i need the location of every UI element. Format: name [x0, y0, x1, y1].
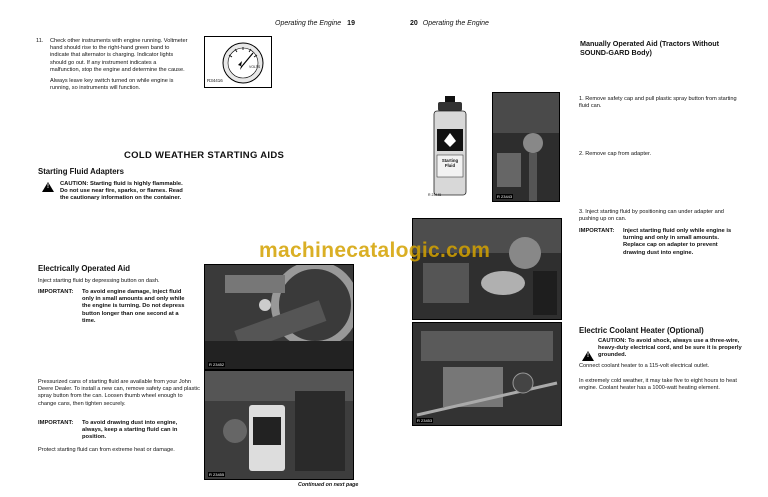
voltmeter-caption: R34416	[207, 78, 223, 83]
voltmeter-unit: VOLTS	[249, 65, 261, 69]
right-header	[410, 20, 489, 27]
heater-title: Electric Coolant Heater (Optional)	[579, 326, 704, 335]
step-11-text: Check other instruments with engine running. Voltmeter hand should rise to the right-hand green band to indicate that alternator is charging. Indicator lights should go out. If any instrument indicates a malfunction, stop the engine and determine the cause.	[50, 38, 188, 73]
important-2	[38, 420, 193, 444]
key-switch-note: Always leave key switch turned on while engine is running, so instruments will function.	[50, 78, 174, 92]
adapter-photo-caption: R 23443	[497, 194, 513, 199]
dash-photo-caption: R 23452	[209, 362, 225, 367]
right-page-number: 20	[410, 20, 418, 27]
continued-note: Continued on next page	[298, 482, 359, 488]
important-3	[579, 228, 741, 260]
left-page-number: 19	[347, 20, 355, 27]
left-header-title: Operating the Engine	[275, 20, 342, 27]
fluid-can-photo-caption: R 23455	[209, 472, 225, 477]
important-1-label: IMPORTANT:	[38, 289, 74, 295]
can-photo-caption: R 23445	[428, 193, 442, 197]
electric-text: Inject starting fluid by depressing button on dash.	[38, 278, 160, 284]
can-label: Starting Fluid	[441, 158, 459, 168]
step-11-number: 11.	[36, 38, 44, 44]
step-3: 3. Inject starting fluid by positioning can under adapter and pushing up on can.	[579, 209, 724, 223]
step-1: 1. Remove safety cap and pull plastic spray button from starting fluid can.	[579, 96, 737, 110]
step-11	[36, 38, 188, 92]
coolant-heater-photo-caption: R 23453	[417, 418, 433, 423]
caution-warning-icon: !	[42, 182, 54, 192]
protect-text: Protect starting fluid can from extreme heat or damage.	[38, 447, 175, 453]
important-1	[38, 289, 193, 329]
heater-caution-text: CAUTION: To avoid shock, always use a three-wire, heavy-duty electrical cord, and be sure it is properly grounded.	[598, 338, 742, 359]
watermark: machinecatalogic.com	[259, 239, 491, 262]
important-3-label: IMPORTANT:	[579, 228, 615, 234]
important-2-text: To avoid drawing dust into engine, always, keep a starting fluid can in position.	[82, 420, 178, 441]
coolant-heater-photo	[412, 322, 562, 426]
dash-button-photo	[204, 264, 354, 370]
pressurized-text: Pressurized cans of starting fluid are available from your John Deere Dealer. To install a new can, remove safety cap and plastic spray button from the can. Loosen thumb wheel enough to change cans, then tighten securely.	[38, 379, 200, 407]
heater-connect-text: Connect coolant heater to a 115-volt electrical outlet.	[579, 363, 710, 369]
right-header-title: Operating the Engine	[422, 20, 489, 27]
manual-aid-title: Manually Operated Aid (Tractors Without SOUND-GARD Body)	[580, 39, 720, 57]
left-header	[275, 20, 355, 27]
adapter-photo	[492, 92, 560, 202]
section-title: COLD WEATHER STARTING AIDS	[124, 150, 285, 161]
fluid-can-photo	[204, 370, 354, 480]
important-1-text: To avoid engine damage, inject fluid only in small amounts and only while the engine is turning. Do not depress button longer than one second at a time.	[82, 289, 185, 324]
subtitle-electrically-operated: Electrically Operated Aid	[38, 264, 131, 273]
voltmeter-illustration	[204, 36, 272, 88]
important-2-label: IMPORTANT:	[38, 420, 74, 426]
starting-fluid-can-photo	[428, 93, 480, 201]
important-3-text: Inject starting fluid only while engine is turning and only in small amounts. Replace cap on adapter to prevent drawing dust into engine.	[623, 228, 732, 256]
heater-time-text: In extremely cold weather, it may take five to eight hours to heat engine. Coolant heater has a 1000-watt heating element.	[579, 378, 737, 392]
subtitle-starting-fluid-adapters: Starting Fluid Adapters	[38, 167, 124, 176]
caution-text: CAUTION: Starting fluid is highly flammable. Do not use near fire, sparks, or flames. Read the cautionary information on the container.	[60, 181, 183, 202]
engine-injection-photo	[412, 218, 562, 320]
step-2: 2. Remove cap from adapter.	[579, 151, 652, 157]
heater-caution-icon: !	[582, 351, 594, 361]
